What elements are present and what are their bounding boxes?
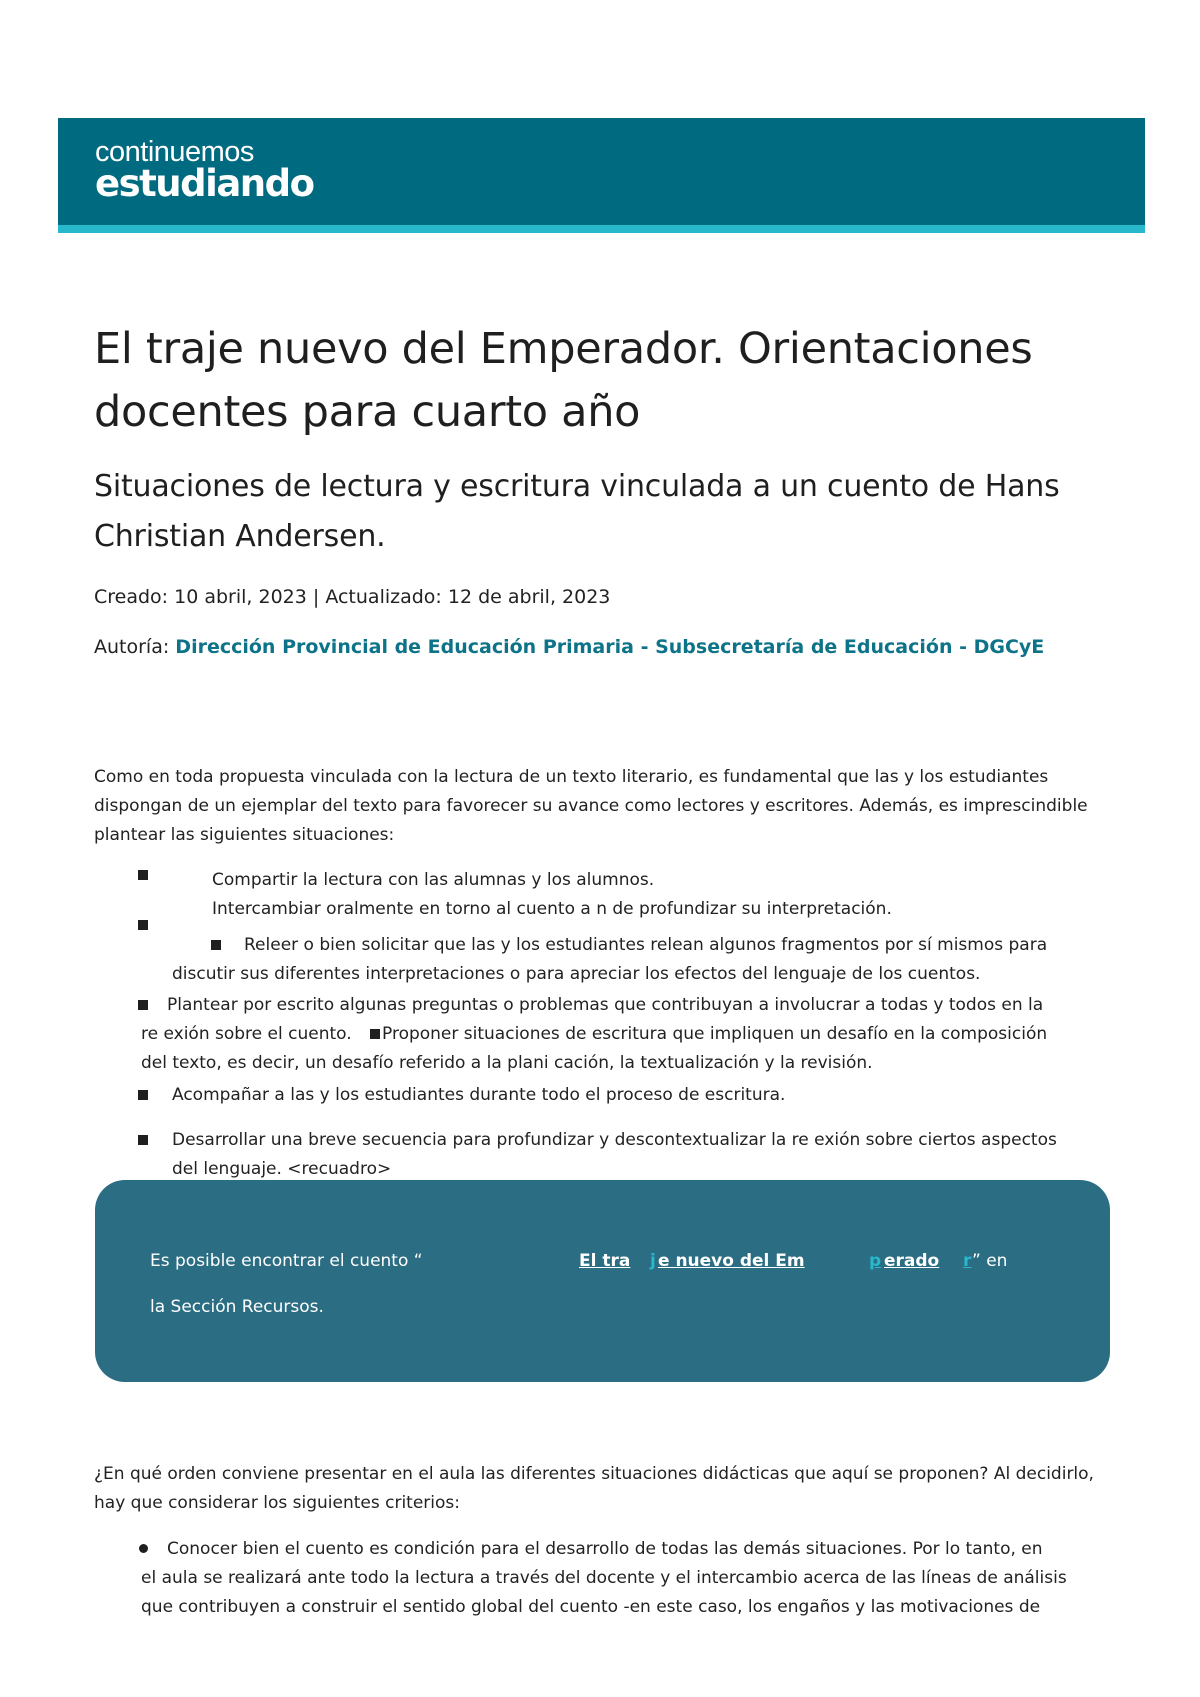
list-item: Acompañar a las y los estudiantes durante todo el proceso de escritura. — [172, 1085, 786, 1105]
bullet-square-icon — [138, 920, 148, 930]
list-item: del texto, es decir, un desafío referido a la plani cación, la textualización y la revisión. — [141, 1053, 873, 1073]
story-link[interactable]: erado — [884, 1251, 940, 1271]
logo[interactable] — [95, 136, 314, 205]
story-link[interactable]: j — [650, 1251, 656, 1271]
list-item: Plantear por escrito algunas preguntas o problemas que contribuyan a involucrar a todas y todos en la — [167, 995, 1044, 1015]
callout-box — [95, 1180, 1110, 1382]
page-title: El traje nuevo del Emperador. Orientaciones docentes para cuarto año — [94, 324, 1033, 437]
callout-text: la Sección Recursos. — [150, 1297, 324, 1317]
story-link[interactable]: e nuevo del Em — [658, 1251, 805, 1271]
list-item: del lenguaje. <recuadro> — [172, 1159, 392, 1179]
list-item: el aula se realizará ante todo la lectura a través del docente y el intercambio acerca de las líneas de análisis — [141, 1568, 1067, 1588]
list-item: Releer o bien solicitar que las y los estudiantes relean algunos fragmentos por sí mismos para — [244, 935, 1048, 955]
bullet-square-icon — [138, 1090, 148, 1100]
author-line — [94, 636, 1044, 658]
author-label: Autoría: — [94, 636, 170, 658]
bullet-square-icon — [211, 940, 221, 950]
story-link[interactable]: r — [963, 1251, 972, 1271]
list-item: Intercambiar oralmente en torno al cuento a n de profundizar su interpretación. — [212, 899, 892, 919]
intro-paragraph: Como en toda propuesta vinculada con la lectura de un texto literario, es fundamental que las y los estudiantes dispongan de un ejemplar del texto para favorecer su avance como lectores y escritores. Además, es imprescindible plantear las siguientes situaciones: — [94, 767, 1088, 845]
callout-text: ” en — [972, 1251, 1008, 1271]
list-item: Conocer bien el cuento es condición para el desarrollo de todas las demás situaciones. Por lo tanto, en — [167, 1539, 1043, 1559]
story-link[interactable]: El tra — [579, 1251, 631, 1271]
list-item: re exión sobre el cuento. — [141, 1024, 352, 1044]
bullet-square-icon — [138, 1000, 148, 1010]
bullet-square-icon — [370, 1029, 380, 1039]
header-accent-stripe — [58, 225, 1145, 233]
author-link[interactable]: Dirección Provincial de Educación Primaria - Subsecretaría de Educación - DGCyE — [175, 636, 1045, 658]
list-item: Proponer situaciones de escritura que impliquen un desafío en la composición — [382, 1024, 1048, 1044]
bullet-square-icon — [138, 870, 148, 880]
question-paragraph: ¿En qué orden conviene presentar en el aula las diferentes situaciones didácticas que aquí se proponen? Al decidirlo, hay que considerar los siguientes criterios: — [94, 1464, 1094, 1513]
logo-line-1: continuemos — [95, 136, 254, 168]
page-subtitle: Situaciones de lectura y escritura vinculada a un cuento de Hans Christian Andersen. — [94, 469, 1060, 554]
logo-line-2: estudiando — [95, 162, 314, 205]
bullet-dot-icon — [139, 1544, 148, 1553]
list-item: que contribuyen a construir el sentido global del cuento -en este caso, los engaños y las motivaciones de — [141, 1597, 1041, 1617]
bullet-square-icon — [138, 1135, 148, 1145]
story-link[interactable]: p — [869, 1251, 882, 1271]
list-item: Compartir la lectura con las alumnas y los alumnos. — [212, 870, 655, 890]
date-meta: Creado: 10 abril, 2023 | Actualizado: 12 de abril, 2023 — [94, 586, 611, 608]
list-item: discutir sus diferentes interpretaciones o para apreciar los efectos del lenguaje de los cuentos. — [172, 964, 981, 984]
list-item: Desarrollar una breve secuencia para profundizar y descontextualizar la re exión sobre ciertos aspectos — [172, 1130, 1057, 1150]
callout-text: Es posible encontrar el cuento “ — [150, 1251, 423, 1271]
